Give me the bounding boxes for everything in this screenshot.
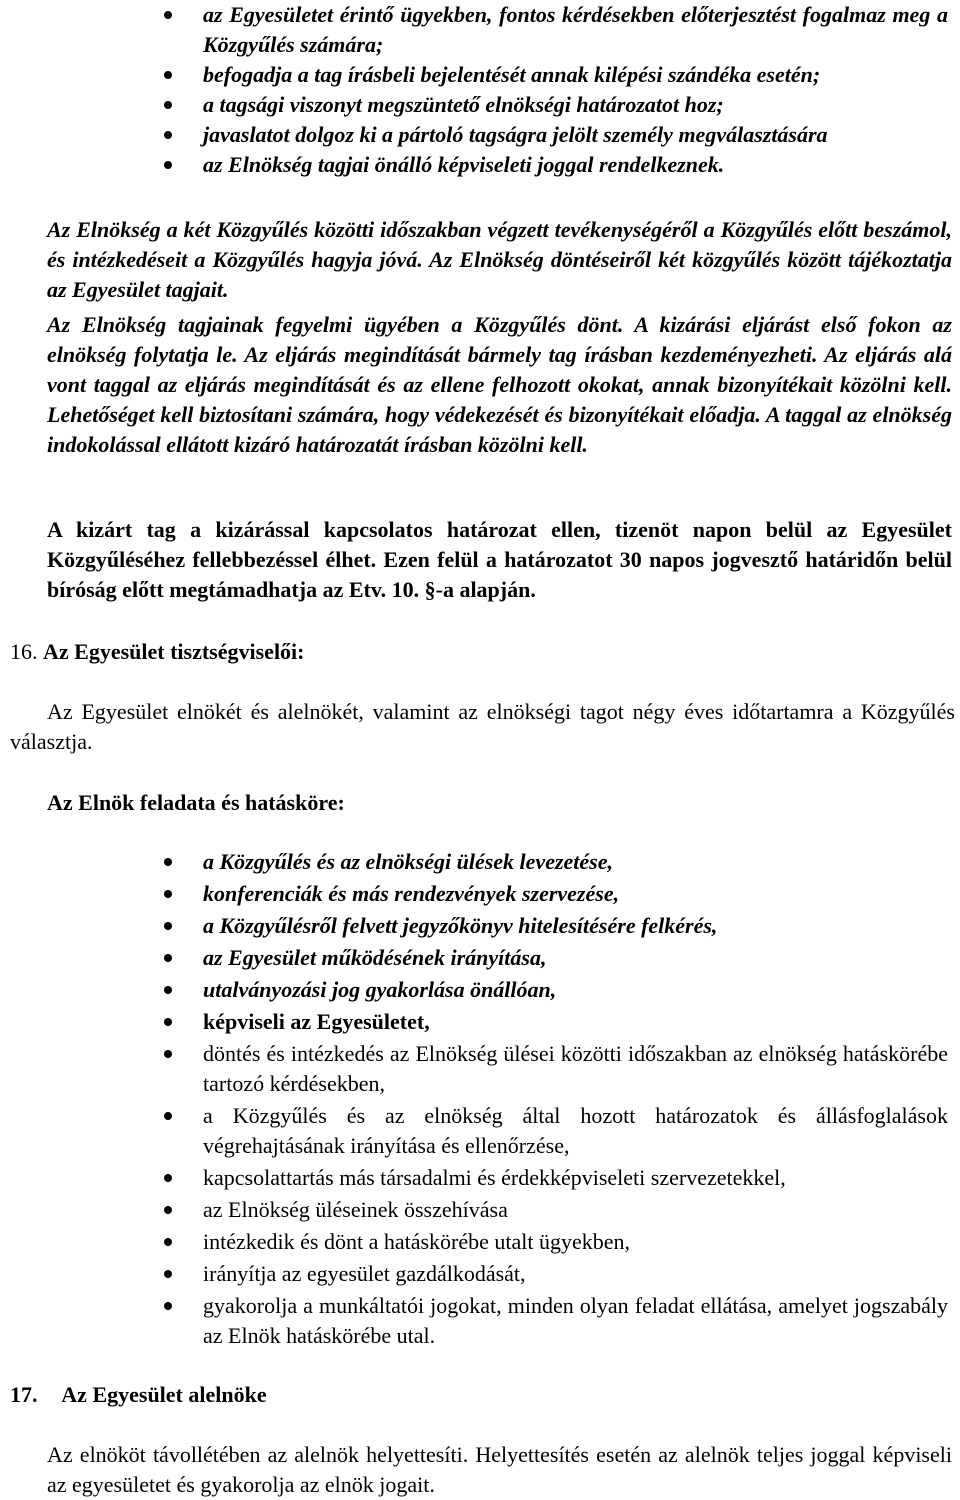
- list-item: [0, 847, 960, 877]
- list-item: [0, 879, 960, 909]
- list-item: [0, 1007, 960, 1037]
- list-item: [0, 150, 960, 180]
- list-item: [0, 0, 960, 60]
- list-item: [0, 1163, 960, 1193]
- list-item-text: utalványozási jog gyakorlása önállóan,: [203, 977, 557, 1002]
- list-item-text: irányítja az egyesület gazdálkodását,: [203, 1261, 526, 1286]
- paragraph-appeal: A kizárt tag a kizárással kapcsolatos határozat ellen, tizenöt napon belül az Egyesület Közgyűléséhez fellebbezéssel élhet. Ezen felül a határozatot 30 napos jogvesztő határidőn belül bíróság előtt megtámadhatja az Etv. 10. §-a alapján.: [47, 517, 952, 602]
- bullet-icon: [164, 858, 172, 866]
- bullet-icon: [164, 101, 172, 109]
- list-item-text: a Közgyűlés és az elnökségi ülések levezetése,: [203, 849, 613, 874]
- section-16-number: 16.: [10, 639, 38, 664]
- list-item-text: az Elnökség üléseinek összehívása: [203, 1197, 508, 1222]
- list-item: [0, 975, 960, 1005]
- paragraph-vice-president: Az elnököt távollétében az alelnök helyettesíti. Helyettesítés esetén az alelnök teljes joggal képviseli az egyesületet és gyakorolja az elnök jogait.: [47, 1442, 952, 1497]
- list-item-text: konferenciák és más rendezvények szervezése,: [203, 881, 620, 906]
- list-item: [0, 1101, 960, 1161]
- list-item: [0, 1291, 960, 1351]
- list-item-text: intézkedik és dönt a hatáskörébe utalt ügyekben,: [203, 1229, 631, 1254]
- list-item: [0, 120, 960, 150]
- bullet-icon: [164, 986, 172, 994]
- list-item: [0, 943, 960, 973]
- list-item-text: befogadja a tag írásbeli bejelentését annak kilépési szándéka esetén;: [203, 62, 821, 87]
- paragraph-disciplinary: Az Elnökség tagjainak fegyelmi ügyében a Közgyűlés dönt. A kizárási eljárást első fokon az elnökség folytatja le. Az eljárás megindítását bármely tag írásban kezdeményezheti. Az eljárás alá vont taggal az eljárás megindítását és az ellene felhozott okokat, annak bizonyítékait közölni kell. Lehetőséget kell biztosítani számára, hogy védekezését és bizonyítékait előadja. A taggal az elnökség indokolással ellátott kizáró határozatát írásban közölni kell.: [47, 312, 952, 457]
- paragraph-officers: Az Egyesület elnökét és alelnökét, valamint az elnökségi tagot négy éves időtartamra a Közgyűlés választja.: [10, 699, 955, 754]
- list-item: [0, 1195, 960, 1225]
- bullet-icon: [164, 71, 172, 79]
- list-item-text: kapcsolattartás más társadalmi és érdekképviseleti szervezetekkel,: [203, 1165, 786, 1190]
- bullet-icon: [164, 1018, 172, 1026]
- list-item: [0, 60, 960, 90]
- section-17-heading: [10, 1380, 267, 1410]
- list-item-text: az Egyesület működésének irányítása,: [203, 945, 547, 970]
- list-item: [0, 1259, 960, 1289]
- section-17-number: 17.: [10, 1382, 38, 1407]
- president-duties-list: [0, 847, 960, 1353]
- list-item-text: képviseli az Egyesületet,: [203, 1009, 430, 1034]
- bullet-icon: [164, 131, 172, 139]
- list-item-text: gyakorolja a munkáltatói jogokat, minden olyan feladat ellátása, amelyet jogszabály az Elnök hatáskörébe utal.: [203, 1293, 948, 1348]
- bullet-icon: [164, 1270, 172, 1278]
- section-17-title: Az Egyesület alelnöke: [61, 1382, 267, 1407]
- bullet-icon: [164, 890, 172, 898]
- bullet-icon: [164, 1302, 172, 1310]
- bullet-icon: [164, 1238, 172, 1246]
- paragraph-board-report: Az Elnökség a két Közgyűlés közötti időszakban végzett tevékenységéről a Közgyűlés előtt beszámol, és intézkedéseit a Közgyűlés hagyja jóvá. Az Elnökség döntéseiről két közgyűlés között tájékoztatja az Egyesület tagjait.: [47, 217, 952, 302]
- bullet-icon: [164, 11, 172, 19]
- section-16-heading: [10, 637, 305, 667]
- list-item-text: a tagsági viszonyt megszüntető elnökségi határozatot hoz;: [203, 92, 724, 117]
- list-item-text: az Egyesületet érintő ügyekben, fontos kérdésekben előterjesztést fogalmaz meg a Közgyűlés számára;: [203, 2, 948, 57]
- list-item-text: az Elnökség tagjai önálló képviseleti joggal rendelkeznek.: [203, 152, 725, 177]
- list-item-text: javaslatot dolgoz ki a pártoló tagságra jelölt személy megválasztására: [203, 122, 828, 147]
- bullet-icon: [164, 1206, 172, 1214]
- list-item: [0, 911, 960, 941]
- list-item: [0, 90, 960, 120]
- bullet-icon: [164, 1050, 172, 1058]
- bullet-icon: [164, 1112, 172, 1120]
- list-item-text: döntés és intézkedés az Elnökség ülései közötti időszakban az elnökség hatáskörébe tartozó kérdésekben,: [203, 1041, 948, 1096]
- president-duties-heading: Az Elnök feladata és hatásköre:: [47, 790, 345, 815]
- bullet-icon: [164, 1174, 172, 1182]
- bullet-icon: [164, 161, 172, 169]
- bullet-icon: [164, 922, 172, 930]
- section-16-title: Az Egyesület tisztségviselői:: [43, 639, 305, 664]
- list-item: [0, 1227, 960, 1257]
- list-item: [0, 1039, 960, 1099]
- top-bullet-list: [0, 0, 960, 180]
- list-item-text: a Közgyűlésről felvett jegyzőkönyv hitelesítésére felkérés,: [203, 913, 718, 938]
- list-item-text: a Közgyűlés és az elnökség által hozott határozatok és állásfoglalások végrehajtásának irányítása és ellenőrzése,: [203, 1103, 948, 1158]
- bullet-icon: [164, 954, 172, 962]
